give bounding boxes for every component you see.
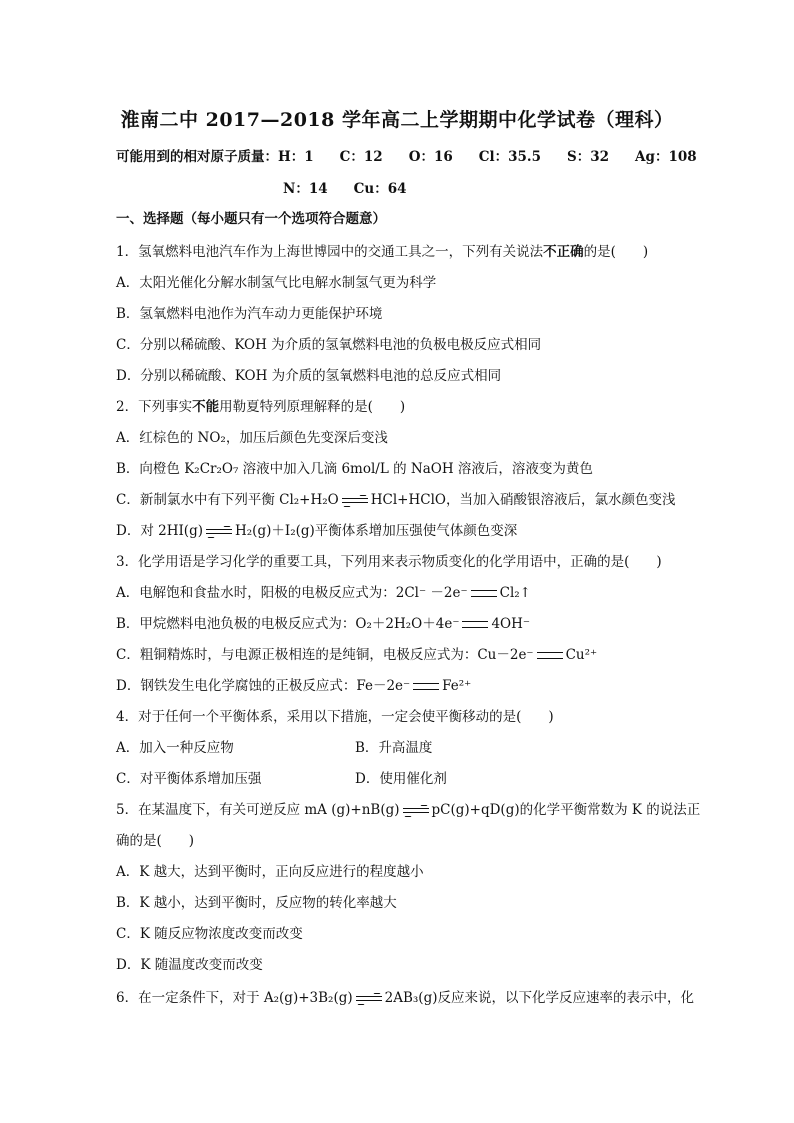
q1-stem-emphasis: 不正确 — [543, 244, 584, 260]
mass-s: S：32 — [567, 149, 610, 165]
q2-option-d — [116, 519, 517, 539]
q5-stem-continued: 确的是( ) — [116, 833, 195, 849]
equals-sign-icon — [471, 590, 497, 597]
q2-option-d-right: H₂(g)＋I₂(g)平衡体系增加压强使气体颜色变深 — [235, 523, 518, 539]
q4-option-a: A．加入一种反应物 — [116, 740, 234, 756]
q3-option-b-left: B．甲烷燃料电池负极的电极反应式为：O₂＋2H₂O＋4e⁻ — [116, 616, 460, 632]
equals-sign-icon — [537, 652, 563, 659]
q1-stem-text: 1．氢氧燃料电池汽车作为上海世博园中的交通工具之一，下列有关说法 — [116, 244, 544, 260]
q2-stem-text: 2．下列事实 — [116, 399, 193, 415]
q3-option-d — [116, 674, 471, 694]
q2-stem-emphasis: 不能 — [192, 399, 220, 415]
q2-option-a: A．红棕色的 NO₂，加压后颜色先变深后变浅 — [116, 430, 388, 446]
q2-stem-tail: 用勒夏特列原理解释的是( ) — [219, 399, 406, 415]
equilibrium-arrow-icon — [403, 807, 429, 815]
q3-option-a-left: A．电解饱和食盐水时，阳极的电极反应式为：2Cl⁻ －2e⁻ — [116, 585, 468, 601]
q6-stem-right: 2AB₃(g)反应来说，以下化学反应速率的表示中，化 — [384, 990, 694, 1006]
q2-option-c-right: HCl+HClO，当加入硝酸银溶液后，氯水颜色变浅 — [370, 492, 676, 508]
q3-option-b-right: 4OH⁻ — [491, 616, 531, 632]
section-heading: 一、选择题（每小题只有一个选项符合题意） — [116, 211, 386, 227]
q4-option-c: C．对平衡体系增加压强 — [116, 771, 262, 787]
q1-option-d: D．分别以稀硫酸、KOH 为介质的氢氧燃料电池的总反应式相同 — [116, 368, 502, 384]
equals-sign-icon — [462, 621, 488, 628]
mass-o: O：16 — [408, 149, 453, 165]
equals-sign-icon — [413, 683, 439, 690]
q1-option-a: A．太阳光催化分解水制氢气比电解水制氢气更为科学 — [116, 275, 437, 291]
page-title: 淮南二中 2017—2018 学年高二上学期期中化学试卷（理科） — [120, 109, 674, 131]
q3-option-a-right: Cl₂↑ — [499, 585, 531, 601]
q3-option-c-left: C．粗铜精炼时，与电源正极相连的是纯铜，电极反应式为：Cu－2e⁻ — [116, 647, 534, 663]
mass-n: N：14 — [283, 181, 328, 197]
mass-cu: Cu：64 — [353, 181, 407, 197]
q2-option-d-left: D．对 2HI(g) — [116, 523, 203, 539]
q2-stem — [116, 395, 405, 415]
q4-stem: 4．对于任何一个平衡体系，采用以下措施，一定会使平衡移动的是( ) — [116, 709, 554, 725]
q1-option-b: B．氢氧燃料电池作为汽车动力更能保护环境 — [116, 306, 383, 322]
q4-options-row-1 — [116, 736, 234, 756]
mass-ag: Ag：108 — [635, 149, 697, 165]
q2-option-b: B．向橙色 K₂Cr₂O₇ 溶液中加入几滴 6mol/L 的 NaOH 溶液后，溶液变为黄色 — [116, 461, 593, 477]
q5-option-d: D．K 随温度改变而改变 — [116, 957, 263, 973]
q3-option-d-right: Fe²⁺ — [442, 678, 472, 694]
equilibrium-arrow-icon — [206, 528, 232, 536]
q6-stem — [116, 986, 694, 1006]
q5-option-b: B．K 越小，达到平衡时，反应物的转化率越大 — [116, 895, 397, 911]
q5-option-c: C．K 随反应物浓度改变而改变 — [116, 926, 303, 942]
equilibrium-arrow-icon — [356, 995, 382, 1003]
atomic-masses-label: 可能用到的相对原子质量： — [116, 149, 278, 165]
q4-option-b: B．升高温度 — [355, 740, 433, 756]
q5-option-a: A．K 越大，达到平衡时，正向反应进行的程度越小 — [116, 864, 424, 880]
q3-option-d-left: D．钢铁发生电化学腐蚀的正极反应式：Fe－2e⁻ — [116, 678, 411, 694]
q3-stem: 3．化学用语是学习化学的重要工具，下列用来表示物质变化的化学用语中，正确的是( ) — [116, 554, 662, 570]
atomic-masses-line-2 — [283, 177, 407, 197]
q5-stem-right: pC(g)+qD(g)的化学平衡常数为 K 的说法正 — [431, 802, 701, 818]
q6-stem-left: 6．在一定条件下，对于 A₂(g)+3B₂(g) — [116, 990, 353, 1006]
equilibrium-arrow-icon — [342, 497, 368, 505]
q1-option-c: C．分别以稀硫酸、KOH 为介质的氢氧燃料电池的负极电极反应式相同 — [116, 337, 542, 353]
q3-option-c — [116, 643, 597, 663]
q3-option-c-right: Cu²⁺ — [565, 647, 598, 663]
q3-option-b — [116, 612, 530, 632]
q2-option-c — [116, 488, 675, 508]
atomic-masses-line-1 — [116, 145, 697, 165]
q1-stem — [116, 240, 648, 260]
q1-stem-tail: 的是( ) — [583, 244, 649, 260]
q4-option-d: D．使用催化剂 — [355, 771, 447, 787]
q5-stem — [116, 798, 700, 818]
q5-stem-left: 5．在某温度下，有关可逆反应 mA (g)+nB(g) — [116, 802, 400, 818]
q3-option-a — [116, 581, 531, 601]
q2-option-c-left: C．新制氯水中有下列平衡 Cl₂+H₂O — [116, 492, 339, 508]
mass-c: C：12 — [339, 149, 383, 165]
mass-cl: Cl：35.5 — [478, 149, 541, 165]
mass-h: H：1 — [278, 149, 314, 165]
